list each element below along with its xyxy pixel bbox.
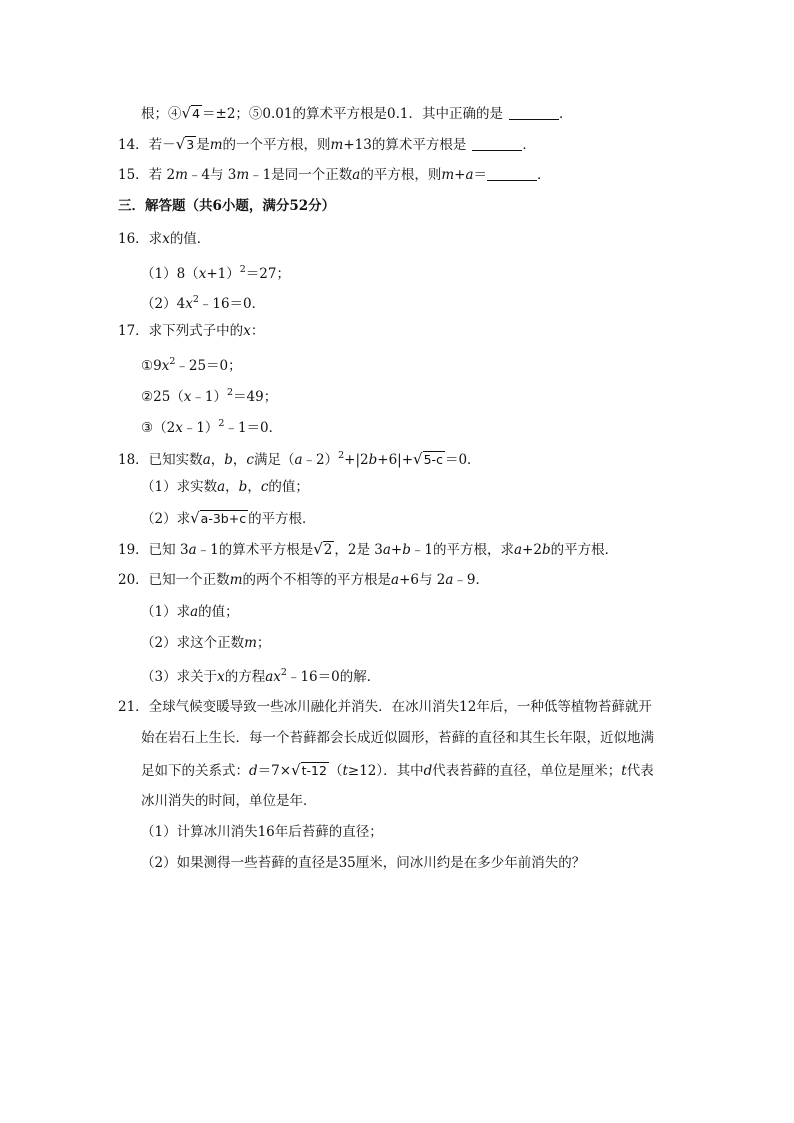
q17-text: ﹣25＝0； [175, 358, 242, 374]
q15-text: + [454, 167, 466, 183]
sqrt-radicand: t-12 [301, 763, 327, 778]
var-a: a [202, 452, 211, 468]
var-m: m [236, 167, 250, 183]
sqrt-radicand: 2 [323, 542, 333, 558]
question-15 [118, 165, 551, 185]
var-x: x [243, 323, 251, 339]
question-18-part-2 [141, 508, 316, 529]
q18-text: +6|+ [377, 452, 414, 468]
q19-text: + [390, 542, 403, 558]
q16-text: 的值． [169, 231, 211, 247]
var-m: m [229, 572, 243, 588]
q18-text: ， [247, 479, 261, 495]
var-m: m [244, 635, 257, 651]
q16-text: ﹣16＝0． [198, 296, 266, 312]
var-m: m [330, 137, 344, 153]
exponent: 2 [280, 667, 287, 678]
var-c: c [260, 479, 269, 495]
exponent: 2 [192, 294, 199, 305]
var-b: b [224, 452, 233, 468]
q20-text: 的方程 [224, 669, 266, 685]
exponent: 2 [218, 418, 225, 429]
var-x: x [183, 389, 192, 405]
var-a: a [391, 572, 400, 588]
var-b: b [238, 479, 248, 495]
var-t: t [621, 763, 627, 779]
q18-text: （2）求 [141, 511, 191, 527]
sqrt-radicand: a-3b+c [200, 511, 247, 526]
q13-text: ＝±2；⑤0.01的算术平方根是0.1．其中正确的是 [202, 106, 503, 122]
q21-text: ≥12）．其中 [347, 763, 424, 779]
sqrt-radicand: 4 [192, 106, 201, 121]
q14-text: 的一个平方根，则 [222, 137, 331, 153]
q14-text: 是 [196, 137, 210, 153]
q19-text: ，2是 3 [334, 542, 383, 558]
var-a: a [465, 167, 474, 183]
question-20-part-2 [141, 633, 270, 653]
var-x: x [175, 420, 183, 436]
q16-text: +1） [206, 266, 240, 282]
q15-text: ＝ [473, 167, 488, 183]
question-21-line-4: 冰川消失的时间，单位是年． [141, 793, 317, 809]
var-a: a [217, 479, 226, 495]
exponent: 2 [169, 356, 176, 367]
q18-text: 满足（ [253, 452, 295, 468]
q16-text: （1）8（ [141, 266, 199, 282]
q20-text: （3）求关于 [141, 669, 218, 685]
q17-text: ①9 [141, 358, 162, 374]
var-a: a [513, 542, 523, 558]
answer-blank[interactable] [472, 136, 522, 151]
exponent: 2 [239, 264, 246, 275]
sqrt-expression: √t-12 [291, 761, 327, 779]
q18-text: ， [225, 479, 239, 495]
var-a: a [265, 669, 274, 685]
question-16-part-1 [141, 260, 290, 284]
q14-text: +13的算术平方根是 [343, 137, 467, 153]
q17-text: ②25（ [141, 389, 184, 405]
q19-text: ﹣1的算术平方根是 [196, 542, 314, 558]
sqrt-expression: √a-3b+c [190, 509, 247, 527]
q21-text: ＝7× [257, 763, 292, 779]
q20-text: 的值； [198, 604, 239, 620]
q20-text: 20．已知一个正数 [118, 572, 230, 588]
q18-text: ＝0． [444, 452, 481, 468]
q15-text: 的平方根，则 [360, 167, 442, 183]
question-17-part-1 [141, 352, 242, 376]
q19-text: 的平方根． [550, 542, 619, 558]
var-d: d [249, 763, 258, 779]
question-16-part-2 [141, 290, 265, 314]
q21-text: 代表苔藓的直径，单位是厘米； [432, 763, 622, 779]
question-21-part-2: （2）如果测得一些苔藓的直径是35厘米，问冰川约是在多少年前消失的？ [141, 855, 586, 871]
var-d: d [423, 763, 433, 779]
q19-text: 19．已知 3 [118, 542, 189, 558]
q18-text: （1）求实数 [141, 479, 218, 495]
q17-text: ﹣1） [191, 389, 227, 405]
question-17-part-2 [141, 383, 277, 407]
question-21-line-3 [141, 760, 654, 781]
sqrt-expression: √2 [313, 540, 333, 558]
var-b: b [402, 542, 411, 558]
q18-text: ， [232, 452, 247, 468]
var-b: b [541, 542, 551, 558]
question-16-stem [118, 229, 210, 249]
question-21-part-1: （1）计算冰川消失16年后苔藓的直径； [141, 824, 383, 840]
q14-text: ． [522, 137, 536, 153]
q18-text: +|2 [344, 452, 369, 468]
q20-text: （1）求 [141, 604, 191, 620]
q16-text: （2）4 [141, 296, 186, 312]
var-x: x [162, 231, 170, 247]
var-x: x [273, 669, 281, 685]
q20-text: 的两个不相等的平方根是 [242, 572, 391, 588]
var-a: a [382, 542, 391, 558]
q15-text: 15．若 2 [118, 167, 176, 183]
var-a: a [352, 167, 361, 183]
q20-text: ﹣16＝0的解． [286, 669, 381, 685]
var-c: c [246, 452, 254, 468]
q21-text: 代表 [626, 763, 654, 779]
exponent: 2 [227, 387, 234, 398]
q16-text: 16．求 [118, 231, 163, 247]
q19-text: +2 [522, 542, 542, 558]
var-x: x [185, 296, 193, 312]
var-x: x [161, 358, 170, 374]
question-20-part-1 [141, 602, 239, 622]
var-m: m [175, 167, 188, 183]
q20-text: ； [256, 635, 271, 651]
q18-text: ， [210, 452, 225, 468]
var-x: x [198, 266, 207, 282]
question-21-line-1: 21．全球气候变暖导致一些冰川融化并消失．在冰川消失12年后，一种低等植物苔藓就开 [118, 699, 652, 715]
var-a: a [445, 572, 454, 588]
q21-text: （ [328, 763, 343, 779]
q20-text: +6与 2 [399, 572, 446, 588]
answer-blank[interactable] [487, 166, 537, 181]
q18-text: 18．已知实数 [118, 452, 203, 468]
q17-text: ： [250, 323, 265, 339]
exponent: 2 [338, 450, 345, 461]
q16-text: ＝27； [245, 266, 290, 282]
section-heading: 三．解答题（共6小题，满分52分） [118, 198, 336, 214]
q18-text: 的平方根． [248, 511, 316, 527]
q15-text: ﹣4与 3 [187, 167, 237, 183]
sqrt-expression: √4 [181, 104, 201, 122]
var-b: b [368, 452, 378, 468]
sqrt-radicand: 5-c [423, 452, 443, 467]
q17-text: 17．求下列式子中的 [118, 323, 244, 339]
q18-text: 的值； [268, 479, 309, 495]
q17-text: ③（2 [141, 420, 176, 436]
var-x: x [217, 669, 225, 685]
var-t: t [342, 763, 348, 779]
sqrt-radicand: 3 [186, 137, 195, 152]
question-18-part-1 [141, 477, 309, 497]
q20-text: （2）求这个正数 [141, 635, 245, 651]
var-m: m [209, 137, 223, 153]
q17-text: ＝49； [233, 389, 278, 405]
question-14 [118, 134, 536, 155]
question-20-stem [118, 570, 489, 590]
q13-text: ． [558, 106, 573, 122]
question-19 [118, 539, 618, 560]
question-18-stem [118, 446, 481, 470]
q13-text: 根；④ [141, 106, 182, 122]
var-a: a [188, 542, 197, 558]
q15-text: ． [537, 167, 551, 183]
var-m: m [441, 167, 455, 183]
sqrt-expression: √3 [175, 135, 195, 153]
answer-blank[interactable] [509, 105, 559, 120]
sqrt-expression: √5-c [413, 450, 443, 468]
question-17-stem [118, 321, 264, 341]
q14-text: 14．若－ [118, 137, 176, 153]
question-21-line-2: 始在岩石上生长．每一个苔藓都会长成近似圆形，苔藓的直径和其生长年限，近似地满 [141, 730, 654, 746]
question-20-part-3 [141, 663, 380, 687]
q17-text: ﹣1＝0． [224, 420, 283, 436]
q15-text: ﹣1是同一个正数 [249, 167, 353, 183]
question-17-part-3 [141, 414, 282, 438]
q21-text: 足如下的关系式： [141, 763, 249, 779]
q17-text: ﹣1） [182, 420, 219, 436]
var-a: a [190, 604, 199, 620]
var-a: a [294, 452, 303, 468]
q18-text: ﹣2） [302, 452, 339, 468]
q19-text: ﹣1的平方根，求 [410, 542, 514, 558]
q20-text: ﹣9． [453, 572, 489, 588]
q13-tail-line [141, 103, 572, 124]
